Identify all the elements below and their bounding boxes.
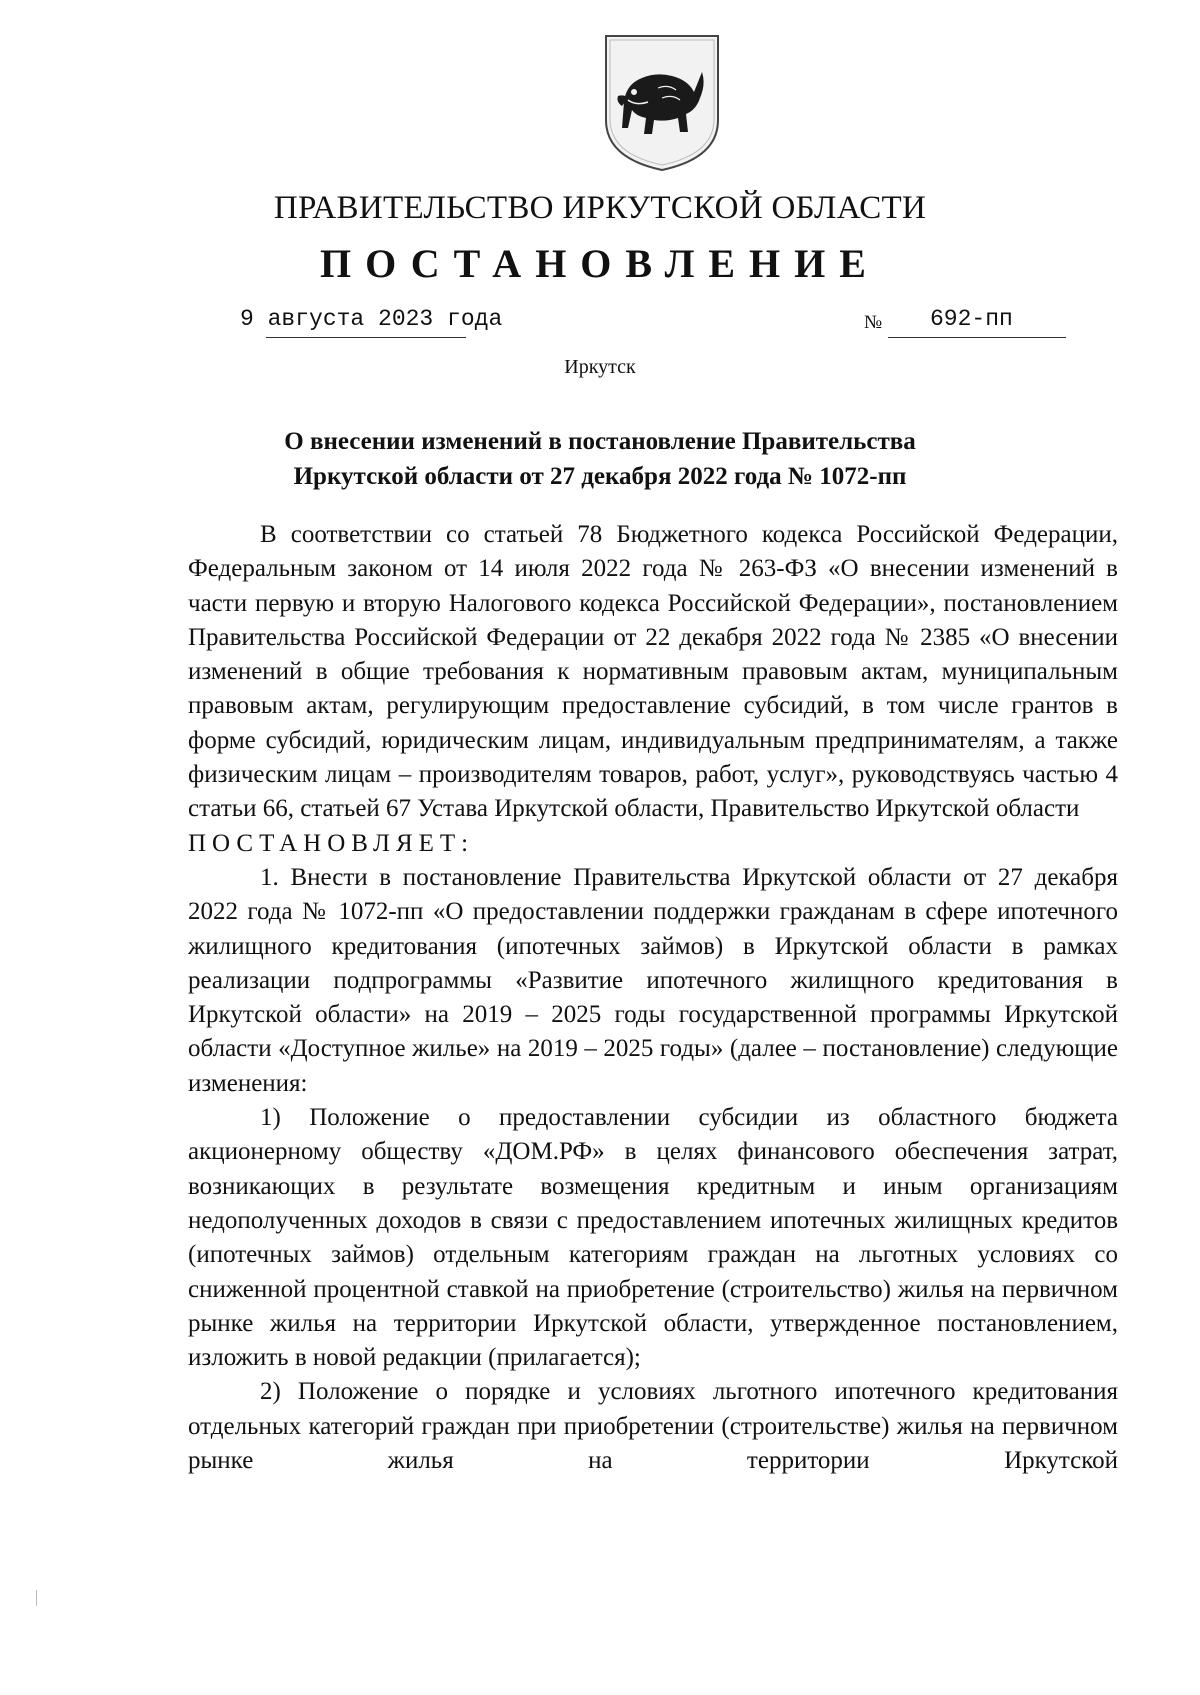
decree-word: ПОСТАНОВЛЯЕТ:	[188, 829, 475, 857]
document-body	[188, 518, 1118, 1478]
item-1-paragraph: 1. Внести в постановление Правительства Иркутской области от 27 декабря 2022 года № 1072-пп «О предоставлении поддержки гражданам в сфере ипотечного жилищного кредитования (ипотечных займов) в Иркутской области в рамках реализации подпрограммы «Развитие ипотечного жилищного кредитования в Иркутской области» на 2019 – 2025 годы государственной программы Иркутской области «Доступное жилье» на 2019 – 2025 годы» (далее – постановление) следующие изменения:	[188, 863, 1118, 1097]
number-label: №	[864, 312, 883, 333]
title-line-1: О внесении изменений в постановление Правительства	[284, 428, 916, 455]
number-underline	[888, 337, 1066, 338]
subitem-2-paragraph: 2) Положение о порядке и условиях льготного ипотечного кредитования отдельных категорий граждан при приобретении (строительстве) жилья на первичном рынке жилья на территории Иркутской	[188, 1378, 1118, 1475]
coat-of-arms-emblem	[602, 32, 722, 174]
city-name: Иркутск	[564, 356, 636, 378]
preamble-paragraph: В соответствии со статьей 78 Бюджетного кодекса Российской Федерации, Федеральным законом от 14 июля 2022 года № 263-ФЗ «О внесении изменений в части первую и вторую Налогового кодекса Российской Федерации», постановлением Правительства Российской Федерации от 22 декабря 2022 года № 2385 «О внесении изменений в общие требования к нормативным правовым актам, муниципальным правовым актам, регулирующим предоставление субсидий, в том числе грантов в форме субсидий, юридическим лицам, индивидуальным предпринимателям, а также физическим лицам – производителям товаров, работ, услуг», руководствуясь частью 4 статьи 66, статьей 67 Устава Иркутской области, Правительство Иркутской области	[188, 521, 1118, 823]
subitem-1-paragraph: 1) Положение о предоставлении субсидии из областного бюджета акционерному обществу «ДОМ.РФ» в целях финансового обеспечения затрат, возникающих в результате возмещения кредитным и иным организациям недополученных доходов в связи с предоставлением ипотечных жилищных кредитов (ипотечных займов) отдельным категориям граждан на льготных условиях со сниженной процентной ставкой на приобретение (строительство) жилья на первичном рынке жилья на территории Иркутской области, утвержденное постановлением, изложить в новой редакции (прилагается);	[188, 1104, 1118, 1372]
document-date: 9 августа 2023 года	[240, 306, 503, 332]
title-line-2: Иркутской области от 27 декабря 2022 года № 1072-пп	[293, 463, 907, 490]
government-name: ПРАВИТЕЛЬСТВО ИРКУТСКОЙ ОБЛАСТИ	[273, 190, 927, 226]
document-title	[0, 424, 1200, 494]
document-type: ПОСТАНОВЛЕНИЕ	[320, 241, 880, 286]
date-underline	[266, 337, 466, 338]
document-number: 692-пп	[930, 306, 1013, 332]
scan-margin-mark	[36, 1590, 37, 1606]
